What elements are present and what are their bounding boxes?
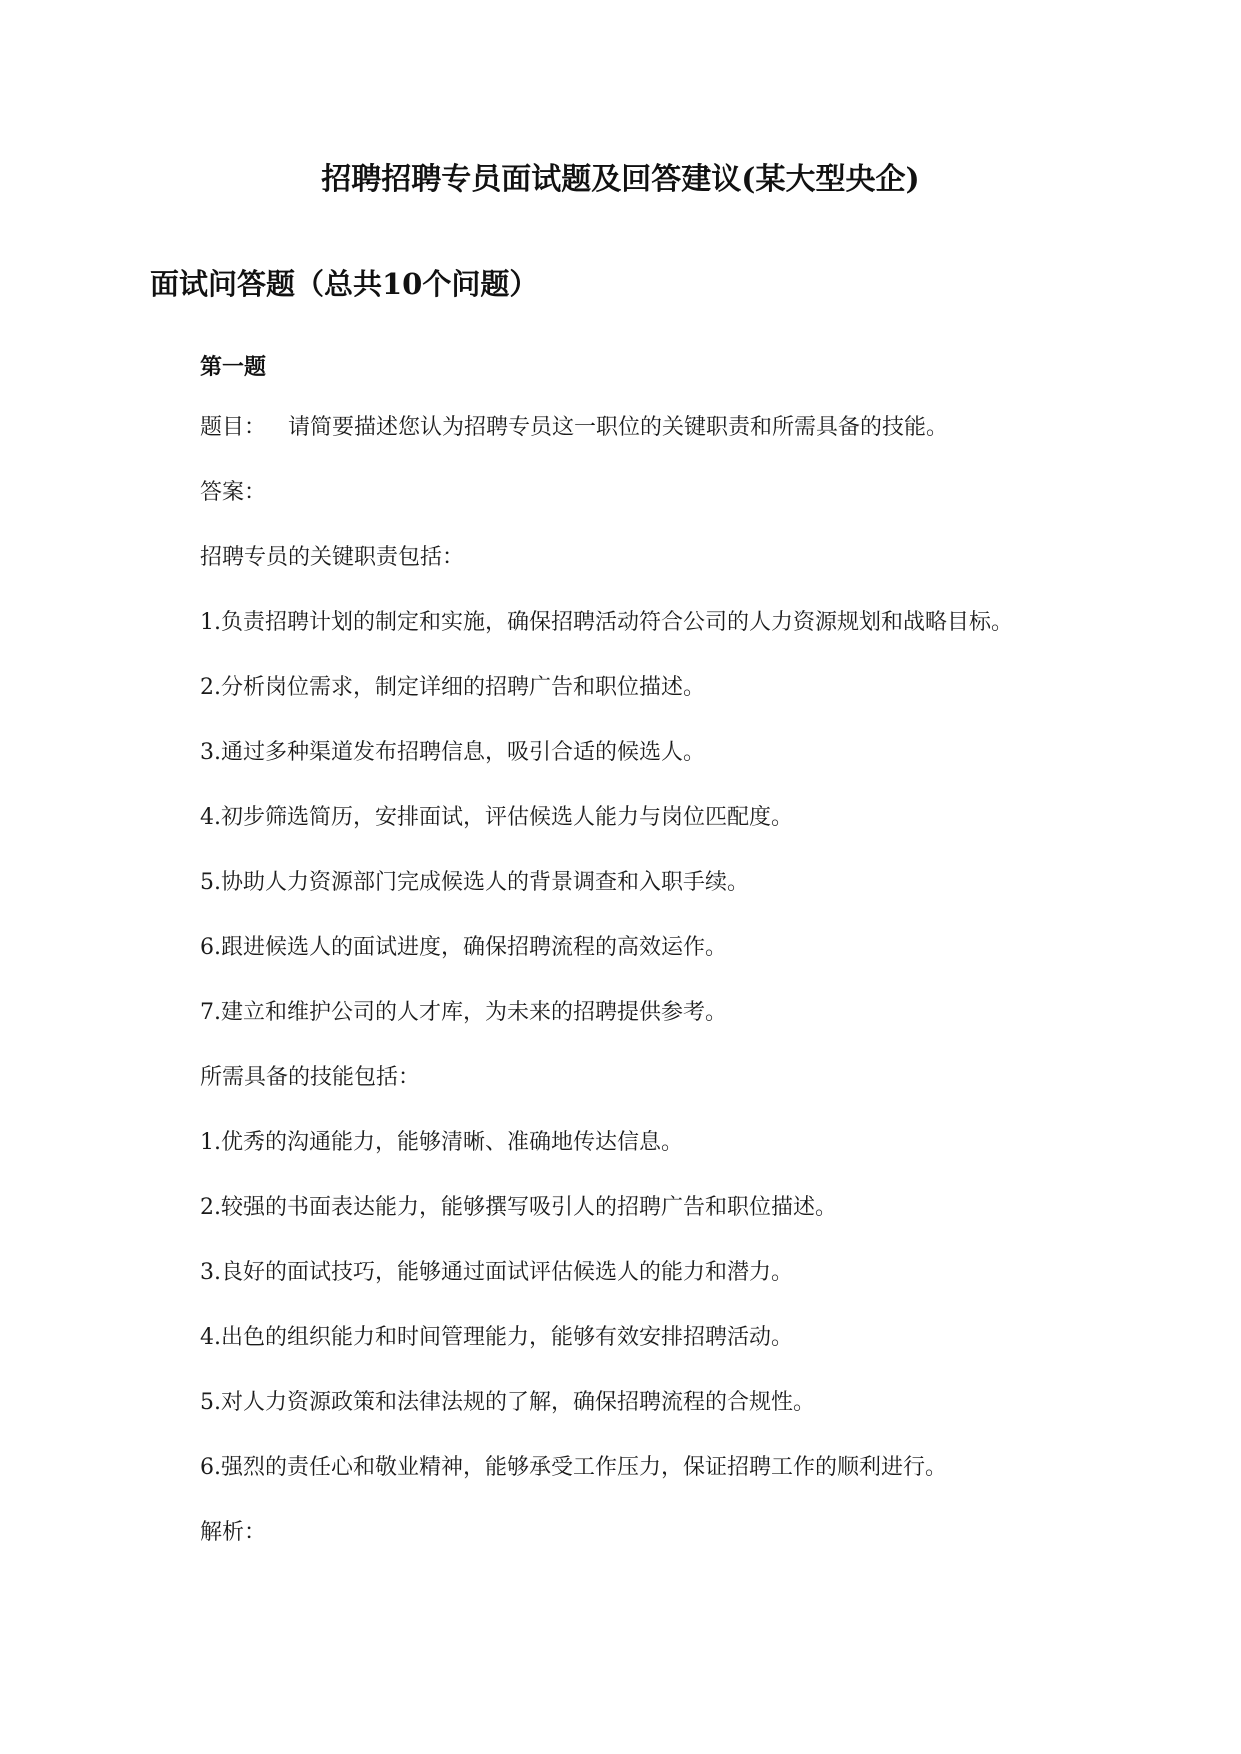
skill-item: 5.对人力资源政策和法律法规的了解，确保招聘流程的合规性。 bbox=[200, 1390, 815, 1415]
duty-item: 7.建立和维护公司的人才库，为未来的招聘提供参考。 bbox=[200, 1000, 727, 1025]
document-title: 招聘招聘专员面试题及回答建议(某大型央企) bbox=[321, 162, 920, 197]
analysis-label: 解析： bbox=[200, 1520, 267, 1545]
skill-item: 3.良好的面试技巧，能够通过面试评估候选人的能力和潜力。 bbox=[200, 1260, 793, 1285]
skills-intro: 所需具备的技能包括： bbox=[200, 1065, 421, 1090]
question-text: 请简要描述您认为招聘专员这一职位的关键职责和所需具备的技能。 bbox=[288, 415, 949, 440]
duty-item: 1.负责招聘计划的制定和实施，确保招聘活动符合公司的人力资源规划和战略目标。 bbox=[200, 610, 1013, 635]
question-row bbox=[200, 413, 1200, 478]
duty-item: 5.协助人力资源部门完成候选人的背景调查和入职手续。 bbox=[200, 870, 749, 895]
duty-item: 3.通过多种渠道发布招聘信息，吸引合适的候选人。 bbox=[200, 740, 705, 765]
skill-item: 4.出色的组织能力和时间管理能力，能够有效安排招聘活动。 bbox=[200, 1325, 793, 1350]
duty-item: 2.分析岗位需求，制定详细的招聘广告和职位描述。 bbox=[200, 675, 705, 700]
question-body bbox=[200, 413, 1200, 1583]
question-label: 题目： bbox=[200, 415, 267, 440]
answer-label: 答案： bbox=[200, 480, 267, 505]
section-heading: 面试问答题（总共10个问题） bbox=[150, 267, 539, 301]
skill-item: 2.较强的书面表达能力，能够撰写吸引人的招聘广告和职位描述。 bbox=[200, 1195, 837, 1220]
skill-item: 6.强烈的责任心和敬业精神，能够承受工作压力，保证招聘工作的顺利进行。 bbox=[200, 1455, 947, 1480]
question-heading: 第一题 bbox=[200, 354, 267, 380]
duties-intro: 招聘专员的关键职责包括： bbox=[200, 545, 465, 570]
duty-item: 6.跟进候选人的面试进度，确保招聘流程的高效运作。 bbox=[200, 935, 727, 960]
skill-item: 1.优秀的沟通能力，能够清晰、准确地传达信息。 bbox=[200, 1130, 683, 1155]
duty-item: 4.初步筛选简历，安排面试，评估候选人能力与岗位匹配度。 bbox=[200, 805, 793, 830]
